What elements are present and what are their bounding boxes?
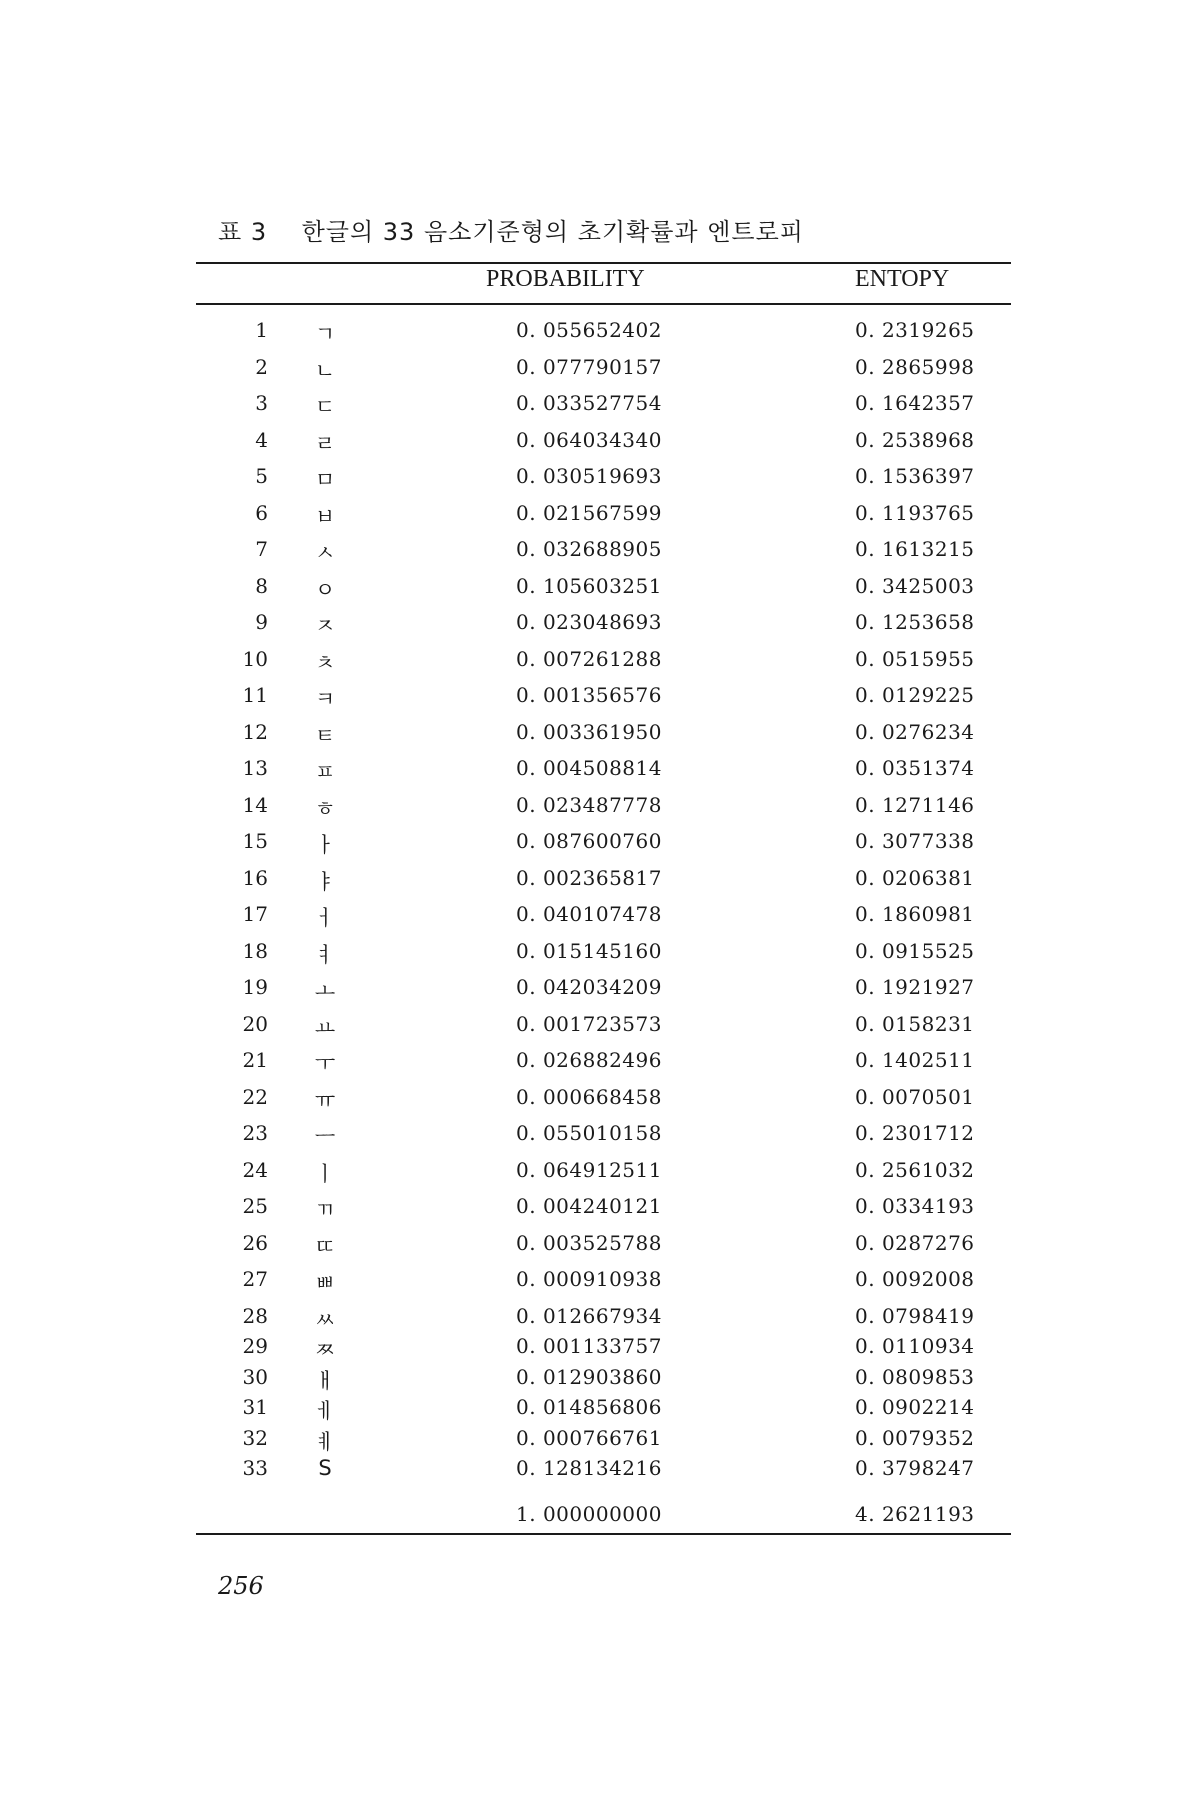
row-entropy: 0. 0515955 (855, 646, 975, 671)
row-probability: 0. 012667934 (516, 1303, 662, 1328)
row-probability: 0. 000910938 (516, 1267, 662, 1291)
table-row (0, 1194, 1200, 1224)
table-row (0, 1395, 1200, 1425)
row-probability: 0. 004240121 (516, 1194, 662, 1218)
total-probability: 1. 000000000 (516, 1502, 662, 1526)
table-row (0, 866, 1200, 896)
row-index: 24 (242, 1157, 268, 1182)
row-probability: 0. 003525788 (516, 1230, 662, 1255)
row-symbol: ㅊ (314, 650, 336, 675)
row-symbol: ㅠ (314, 1088, 336, 1113)
row-probability: 0. 077790157 (516, 354, 662, 379)
row-entropy: 0. 3798247 (855, 1456, 975, 1480)
table-row (0, 1267, 1200, 1297)
row-probability: 0. 042034209 (516, 975, 662, 999)
row-symbol: ㅉ (314, 1338, 336, 1362)
row-symbol: ㅍ (314, 760, 336, 784)
table-top-rule (196, 262, 1011, 264)
row-index: 7 (255, 537, 268, 561)
row-entropy: 0. 3077338 (855, 829, 975, 853)
table-row (0, 1158, 1200, 1188)
column-header-probability: PROBABILITY (486, 266, 645, 292)
row-index: 22 (242, 1084, 268, 1109)
total-entropy: 4. 2621193 (855, 1502, 975, 1526)
table-row (0, 1085, 1200, 1115)
row-symbol: ㅅ (314, 541, 336, 565)
row-probability: 0. 001356576 (516, 683, 662, 707)
row-symbol: S (318, 1456, 332, 1480)
row-entropy: 0. 0070501 (855, 1084, 975, 1109)
row-index: 16 (242, 865, 268, 890)
row-symbol: ㅋ (314, 687, 336, 711)
row-index: 14 (242, 792, 268, 817)
row-probability: 0. 105603251 (516, 573, 662, 598)
row-probability: 0. 030519693 (516, 464, 662, 488)
row-symbol: ㅓ (314, 906, 336, 930)
table-row (0, 793, 1200, 823)
row-probability: 0. 023048693 (516, 610, 662, 634)
row-symbol: ㅣ (314, 1161, 336, 1186)
row-entropy: 0. 0915525 (855, 938, 975, 963)
row-symbol: ㅏ (314, 833, 336, 857)
row-symbol: ㅁ (314, 468, 336, 492)
row-entropy: 0. 2538968 (855, 427, 975, 452)
table-row (0, 1231, 1200, 1261)
row-symbol: ㅆ (314, 1307, 336, 1332)
row-probability: 0. 064912511 (516, 1157, 662, 1182)
row-index: 5 (255, 464, 268, 488)
row-index: 27 (242, 1267, 268, 1291)
table-row (0, 756, 1200, 786)
table-bottom-rule (196, 1533, 1011, 1535)
table-row (0, 939, 1200, 969)
row-symbol: ㅑ (314, 869, 336, 894)
row-probability: 0. 012903860 (516, 1364, 662, 1389)
row-index: 6 (255, 500, 268, 525)
row-entropy: 0. 0798419 (855, 1303, 975, 1328)
table-row (0, 464, 1200, 494)
row-symbol: ㅕ (314, 942, 336, 967)
row-index: 10 (242, 646, 268, 671)
row-probability: 0. 014856806 (516, 1395, 662, 1419)
row-entropy: 0. 0129225 (855, 683, 975, 707)
row-index: 3 (255, 391, 268, 415)
row-entropy: 0. 3425003 (855, 573, 975, 598)
table-row (0, 428, 1200, 458)
row-index: 15 (242, 829, 268, 853)
table-row (0, 501, 1200, 531)
page-number: 256 (218, 1572, 264, 1600)
row-entropy: 0. 1402511 (855, 1048, 975, 1072)
table-row (0, 902, 1200, 932)
row-entropy: 0. 0287276 (855, 1230, 975, 1255)
row-entropy: 0. 0276234 (855, 719, 975, 744)
table-row (0, 610, 1200, 640)
row-probability: 0. 003361950 (516, 719, 662, 744)
row-entropy: 0. 0902214 (855, 1395, 975, 1419)
row-entropy: 0. 1253658 (855, 610, 975, 634)
row-entropy: 0. 0079352 (855, 1425, 975, 1450)
row-index: 18 (242, 938, 268, 963)
row-probability: 0. 023487778 (516, 792, 662, 817)
row-index: 2 (255, 354, 268, 379)
row-entropy: 0. 0351374 (855, 756, 975, 780)
row-symbol: ㅎ (314, 796, 336, 821)
table-row (0, 975, 1200, 1005)
table-number: 표 3 (218, 218, 268, 246)
row-probability: 0. 002365817 (516, 865, 662, 890)
row-entropy: 0. 1921927 (855, 975, 975, 999)
row-probability: 0. 007261288 (516, 646, 662, 671)
row-probability: 0. 026882496 (516, 1048, 662, 1072)
row-probability: 0. 021567599 (516, 500, 662, 525)
row-index: 25 (242, 1194, 268, 1218)
table-caption: 한글의 33 음소기준형의 초기확률과 엔트로피 (301, 218, 804, 246)
row-entropy: 0. 0809853 (855, 1364, 975, 1389)
row-index: 12 (242, 719, 268, 744)
row-entropy: 0. 1536397 (855, 464, 975, 488)
row-symbol: ㅛ (314, 1015, 336, 1040)
row-probability: 0. 032688905 (516, 537, 662, 561)
row-index: 17 (242, 902, 268, 926)
row-symbol: ㅜ (314, 1052, 336, 1076)
table-row (0, 720, 1200, 750)
row-entropy: 0. 2865998 (855, 354, 975, 379)
table-header-rule (196, 303, 1011, 305)
row-entropy: 0. 1613215 (855, 537, 975, 561)
table-row (0, 1012, 1200, 1042)
row-entropy: 0. 1193765 (855, 500, 975, 525)
row-probability: 0. 033527754 (516, 391, 662, 415)
row-index: 20 (242, 1011, 268, 1036)
table-title (218, 212, 804, 247)
row-symbol: ㅈ (314, 614, 336, 638)
table-row (0, 391, 1200, 421)
row-index: 26 (242, 1230, 268, 1255)
row-index: 9 (255, 610, 268, 634)
row-entropy: 0. 0206381 (855, 865, 975, 890)
row-index: 29 (242, 1334, 268, 1358)
table-row (0, 1121, 1200, 1151)
row-index: 32 (242, 1425, 268, 1450)
table-row (0, 1304, 1200, 1334)
row-probability: 0. 004508814 (516, 756, 662, 780)
row-probability: 0. 087600760 (516, 829, 662, 853)
row-entropy: 0. 1860981 (855, 902, 975, 926)
table-row (0, 1334, 1200, 1364)
row-symbol: ㅌ (314, 723, 336, 748)
row-symbol: ㄴ (314, 358, 336, 383)
table-row (0, 1365, 1200, 1395)
row-symbol: ㅡ (314, 1125, 336, 1149)
row-index: 30 (242, 1364, 268, 1389)
row-symbol: ㄹ (314, 431, 336, 456)
row-symbol: ㄱ (314, 322, 336, 346)
row-probability: 0. 000766761 (516, 1425, 662, 1450)
row-index: 28 (242, 1303, 268, 1328)
table-row (0, 1426, 1200, 1456)
row-index: 31 (242, 1395, 268, 1419)
row-entropy: 0. 2301712 (855, 1121, 975, 1145)
row-symbol: ㅂ (314, 504, 336, 529)
column-header-entropy: ENTOPY (855, 266, 950, 292)
table-row (0, 647, 1200, 677)
row-index: 33 (242, 1456, 268, 1480)
row-index: 13 (242, 756, 268, 780)
row-index: 21 (242, 1048, 268, 1072)
row-probability: 0. 001723573 (516, 1011, 662, 1036)
row-symbol: ㅗ (314, 979, 336, 1003)
row-entropy: 0. 1642357 (855, 391, 975, 415)
table-row (0, 1048, 1200, 1078)
row-symbol: ㄸ (314, 1234, 336, 1259)
row-probability: 0. 000668458 (516, 1084, 662, 1109)
table-row (0, 683, 1200, 713)
row-probability: 0. 001133757 (516, 1334, 662, 1358)
row-index: 8 (255, 573, 268, 598)
row-index: 4 (255, 427, 268, 452)
row-index: 11 (242, 683, 268, 707)
row-probability: 0. 040107478 (516, 902, 662, 926)
row-probability: 0. 055010158 (516, 1121, 662, 1145)
table-row (0, 574, 1200, 604)
table-row (0, 318, 1200, 348)
row-symbol: ㅐ (314, 1368, 336, 1393)
row-entropy: 0. 2319265 (855, 318, 975, 342)
row-index: 19 (242, 975, 268, 999)
row-entropy: 0. 0110934 (855, 1334, 975, 1358)
row-symbol: ㅇ (314, 577, 336, 602)
row-entropy: 0. 0334193 (855, 1194, 975, 1218)
row-probability: 0. 015145160 (516, 938, 662, 963)
row-entropy: 0. 1271146 (855, 792, 975, 817)
row-probability: 0. 064034340 (516, 427, 662, 452)
table-row (0, 1456, 1200, 1486)
row-entropy: 0. 0092008 (855, 1267, 975, 1291)
row-index: 1 (255, 318, 268, 342)
table-row (0, 829, 1200, 859)
row-entropy: 0. 2561032 (855, 1157, 975, 1182)
row-entropy: 0. 0158231 (855, 1011, 975, 1036)
row-index: 23 (242, 1121, 268, 1145)
row-symbol: ㅖ (314, 1429, 336, 1454)
row-symbol: ㄲ (314, 1198, 336, 1222)
row-symbol: ㅃ (314, 1271, 336, 1295)
table-row (0, 355, 1200, 385)
row-symbol: ㅔ (314, 1399, 336, 1423)
row-symbol: ㄷ (314, 395, 336, 419)
row-probability: 0. 055652402 (516, 318, 662, 342)
row-probability: 0. 128134216 (516, 1456, 662, 1480)
table-row (0, 537, 1200, 567)
